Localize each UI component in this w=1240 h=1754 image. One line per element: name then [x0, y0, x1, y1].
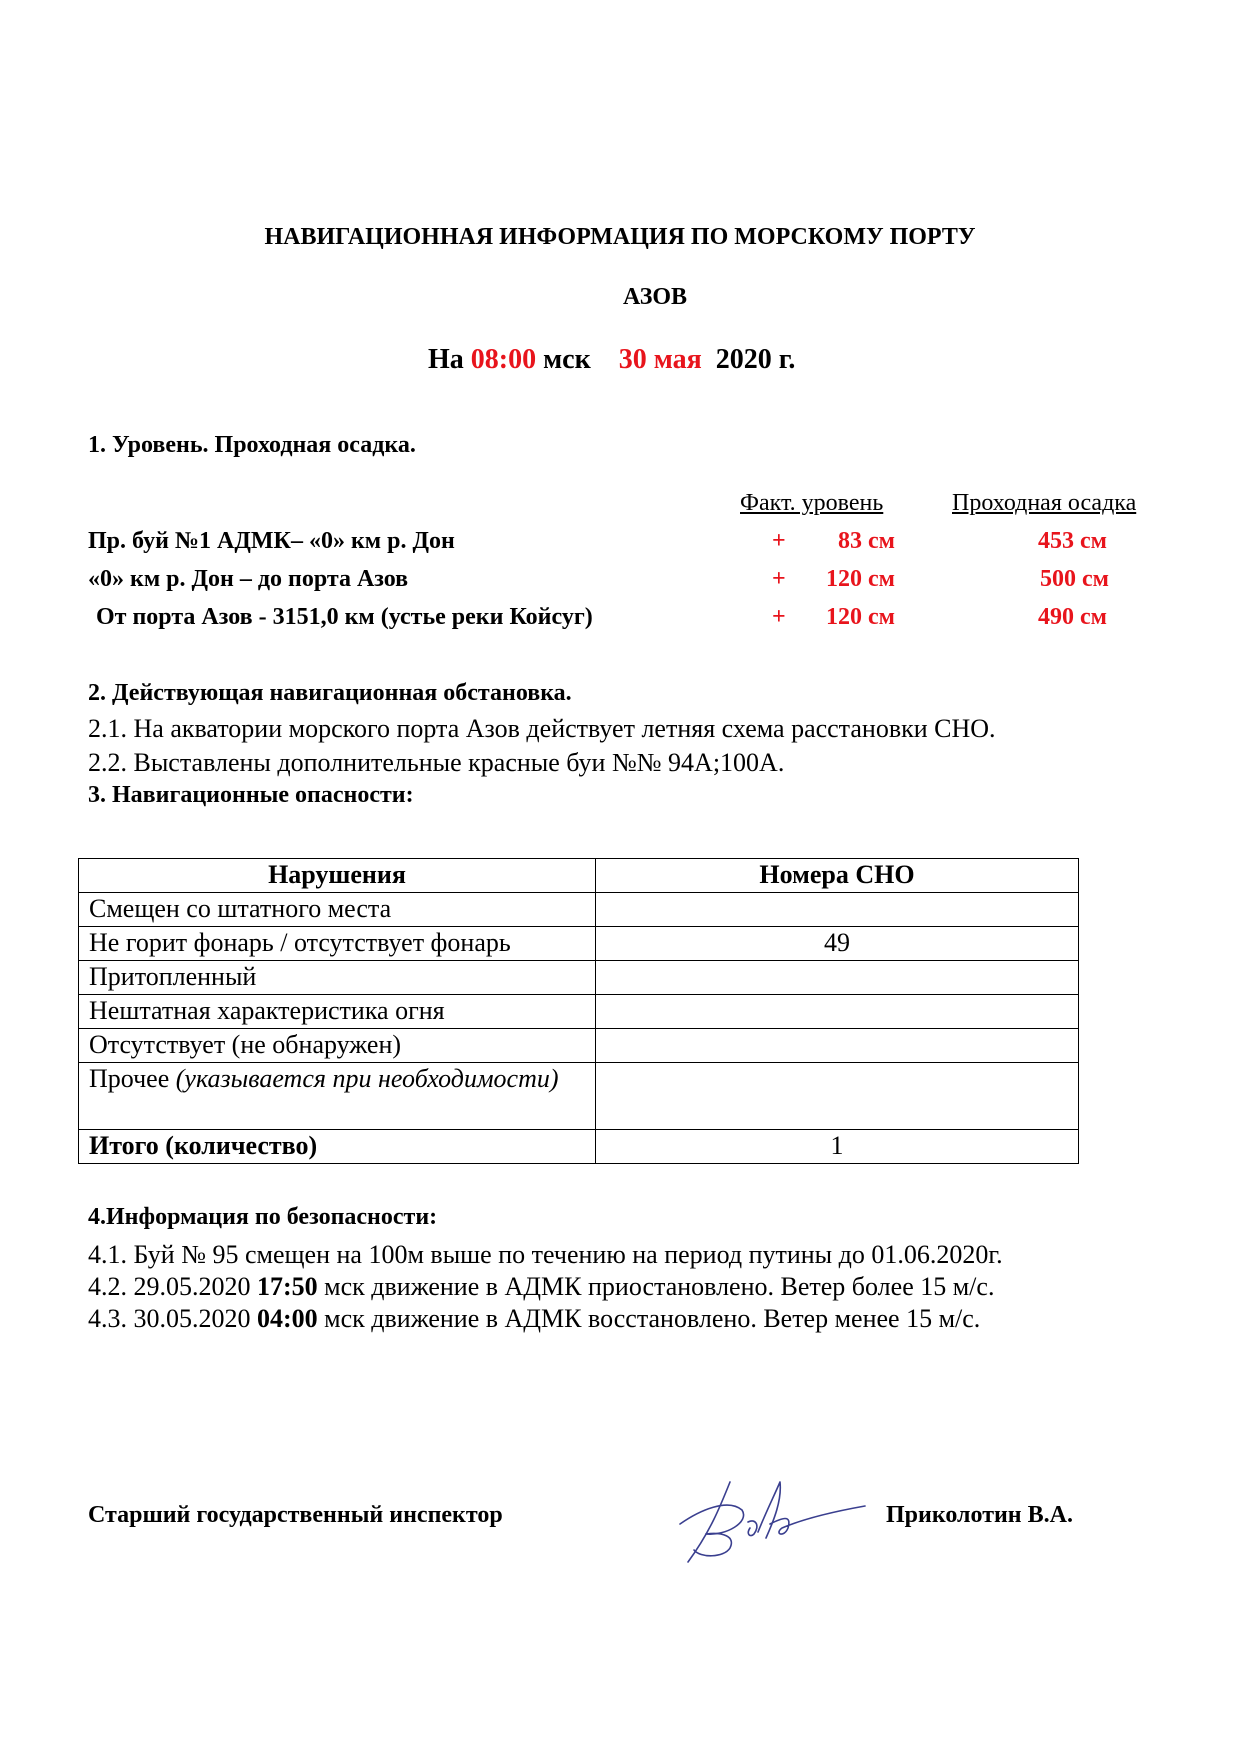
col-pass-draft: Проходная осадка: [952, 490, 1137, 516]
line-date: 4.3. 30.05.2020: [88, 1304, 251, 1333]
section3-heading: 3. Навигационные опасности:: [88, 782, 414, 808]
level-row-sign: +: [772, 604, 786, 630]
section4-line: 4.1. Буй № 95 смещен на 100м выше по течению на период путины до 01.06.2020г.: [88, 1240, 1003, 1269]
section4-heading: 4.Информация по безопасности:: [88, 1204, 438, 1230]
level-row-level: 120 см: [826, 604, 895, 630]
line-time: 17:50: [257, 1272, 318, 1301]
violation-label: Притопленный: [79, 961, 596, 995]
report-date: 30 мая: [618, 344, 702, 375]
section4-line: [88, 1272, 994, 1302]
total-value: 1: [596, 1130, 1079, 1164]
line-text: мск движение в АДМК восстановлено. Ветер менее 15 м/с.: [324, 1304, 981, 1333]
violation-value: [596, 1063, 1079, 1130]
col-violations: Нарушения: [79, 859, 596, 893]
violations-table: [78, 858, 1079, 1164]
violation-value: 49: [596, 927, 1079, 961]
level-row-level: 83 см: [838, 528, 895, 554]
level-row-sign: +: [772, 528, 786, 554]
report-time: 08:00: [470, 344, 537, 375]
document-title: НАВИГАЦИОННАЯ ИНФОРМАЦИЯ ПО МОРСКОМУ ПОРТУ: [264, 224, 976, 250]
inspector-name: Приколотин В.А.: [886, 1502, 1073, 1528]
line-date: 4.2. 29.05.2020: [88, 1272, 251, 1301]
violation-label: Нештатная характеристика огня: [79, 995, 596, 1029]
section1-heading: 1. Уровень. Проходная осадка.: [88, 432, 416, 458]
handwritten-signature-icon: [670, 1462, 870, 1572]
table-row-total: [79, 1130, 1079, 1164]
inspector-position: Старший государственный инспектор: [88, 1502, 503, 1528]
table-row: [79, 1029, 1079, 1063]
table-row: [79, 893, 1079, 927]
table-row: [79, 995, 1079, 1029]
level-row-draft: 453 см: [1038, 528, 1107, 554]
section2-heading: 2. Действующая навигационная обстановка.: [88, 680, 572, 706]
level-row-draft: 490 см: [1038, 604, 1107, 630]
other-label: Прочее: [89, 1064, 170, 1093]
level-row-sign: +: [772, 566, 786, 592]
violation-value: [596, 961, 1079, 995]
col-buoy-numbers: Номера СНО: [596, 859, 1079, 893]
section4-line: [88, 1304, 980, 1334]
report-datetime: [428, 344, 795, 376]
table-row: [79, 927, 1079, 961]
report-year: 2020 г.: [715, 344, 796, 375]
section2-line: 2.1. На акватории морского порта Азов действует летняя схема расстановки СНО.: [88, 714, 996, 743]
section2-line: 2.2. Выставлены дополнительные красные буи №№ 94А;100А.: [88, 748, 785, 777]
violation-label: Смещен со штатного места: [79, 893, 596, 927]
violation-value: [596, 1029, 1079, 1063]
level-row-draft: 500 см: [1040, 566, 1109, 592]
violation-value: [596, 995, 1079, 1029]
date-prefix: На: [428, 344, 464, 375]
violation-value: [596, 893, 1079, 927]
violation-label: Отсутствует (не обнаружен): [79, 1029, 596, 1063]
level-row-level: 120 см: [826, 566, 895, 592]
line-text: мск движение в АДМК приостановлено. Ветер более 15 м/с.: [324, 1272, 995, 1301]
other-note: (указывается при необходимости): [175, 1064, 559, 1093]
time-suffix: мск: [543, 344, 591, 375]
table-row: [79, 961, 1079, 995]
level-row-name: «0» км р. Дон – до порта Азов: [88, 566, 409, 592]
port-name: АЗОВ: [622, 284, 688, 310]
level-row-name: От порта Азов - 3151,0 км (устье реки Койсуг): [96, 604, 593, 630]
col-fact-level: Факт. уровень: [740, 490, 884, 516]
total-label: Итого (количество): [79, 1130, 596, 1164]
violation-label: Не горит фонарь / отсутствует фонарь: [79, 927, 596, 961]
line-time: 04:00: [257, 1304, 318, 1333]
violation-label: [79, 1063, 596, 1130]
table-row-other: [79, 1063, 1079, 1130]
table-header-row: [79, 859, 1079, 893]
level-row-name: Пр. буй №1 АДМК– «0» км р. Дон: [88, 528, 455, 554]
